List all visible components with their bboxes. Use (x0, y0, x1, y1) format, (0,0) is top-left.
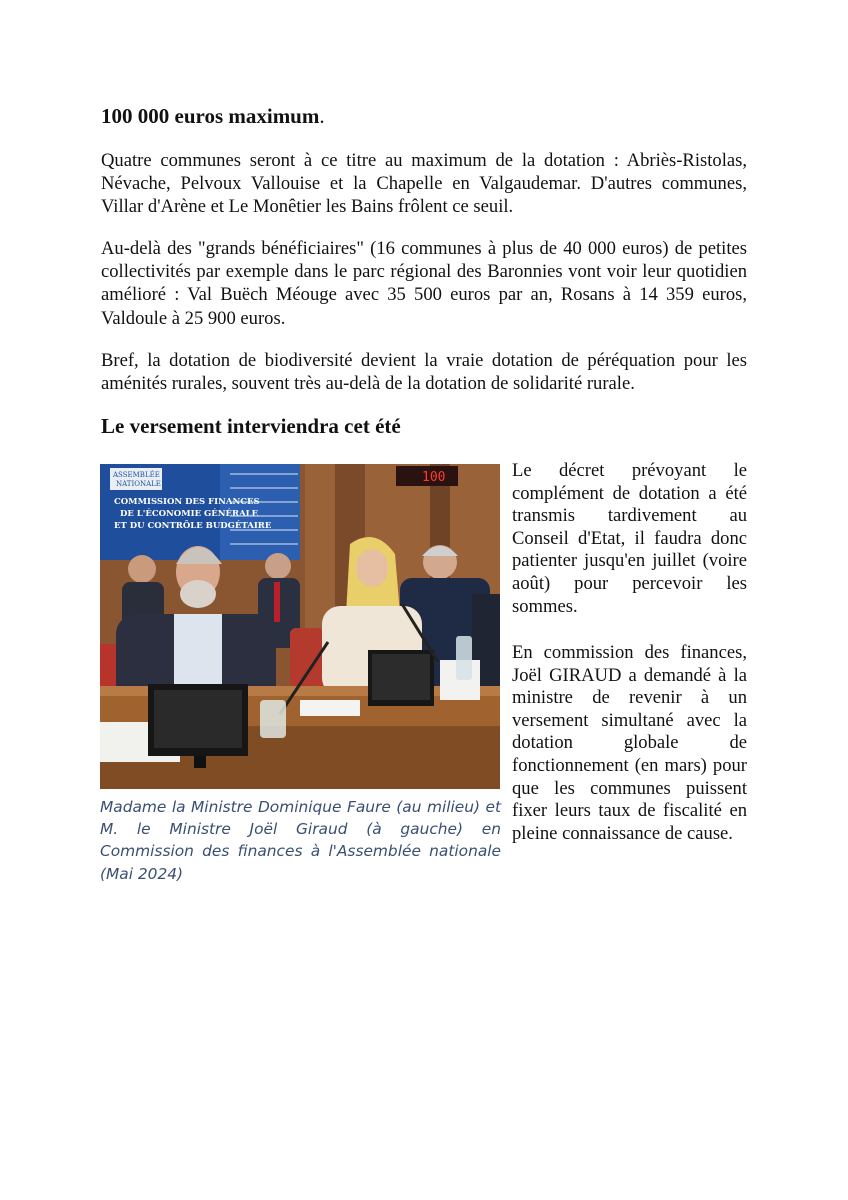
lead-heading (101, 104, 325, 129)
section-heading: Le versement interviendra cet été (101, 414, 401, 438)
lead-heading-bold: 100 000 euros maximum (101, 104, 320, 128)
banner-top-line2: NATIONALE (116, 480, 161, 488)
lead-heading-punct: . (319, 104, 325, 128)
paragraph-beneficiaires: Au-delà des "grands bénéficiaires" (16 communes à plus de 40 000 euros) de petites collectivités par exemple dans le parc régional des Baronnies vont voir leur quotidien amélioré : Val Buëch Méouge avec 35 500 euros par an, Rosans à 14 359 euros, Valdoule à 25 900 euros. (101, 238, 747, 329)
banner-top-line1: ASSEMBLÉE (113, 471, 160, 479)
banner-line1: COMMISSION DES FINANCES (114, 497, 260, 507)
commission-banner (100, 464, 300, 560)
paragraph-communes-maximum: Quatre communes seront à ce titre au maximum de la dotation : Abriès-Ristolas, Névache, Pelvoux Vallouise et la Chapelle en Valgaudemar. D'autres communes, Villar d'Arène et Le Monêtier les Bains frôlent ce seuil. (101, 150, 747, 218)
banner-line3: ET DU CONTRÔLE BUDGÉTAIRE (114, 521, 272, 531)
commission-photo (100, 464, 500, 789)
display-number: 100 (422, 470, 446, 485)
paragraph-bref: Bref, la dotation de biodiversité devient la vraie dotation de péréquation pour les aménités rurales, souvent très au-delà de la dotation de solidarité rurale. (101, 350, 747, 395)
side-paragraph-decret: Le décret prévoyant le complément de dotation a été transmis tardivement au Conseil d'Etat, il faudra donc patienter jusqu'en juillet (voire août) pour percevoir les sommes. (512, 460, 747, 617)
side-paragraph-commission: En commission des finances, Joël GIRAUD a demandé à la ministre de revenir à un versement simultané avec la dotation globale de fonctionnement (en mars) pour que les communes puissent fixer leurs taux de fiscalité en pleine connaissance de cause. (512, 642, 747, 844)
photo-caption: Madame la Ministre Dominique Faure (au milieu) et M. le Ministre Joël Giraud (à gauche) en Commission des finances à l'Assemblée nationale (Mai 2024) (100, 798, 501, 883)
banner-line2: DE L'ÉCONOMIE GÉNÉRALE (120, 509, 259, 519)
